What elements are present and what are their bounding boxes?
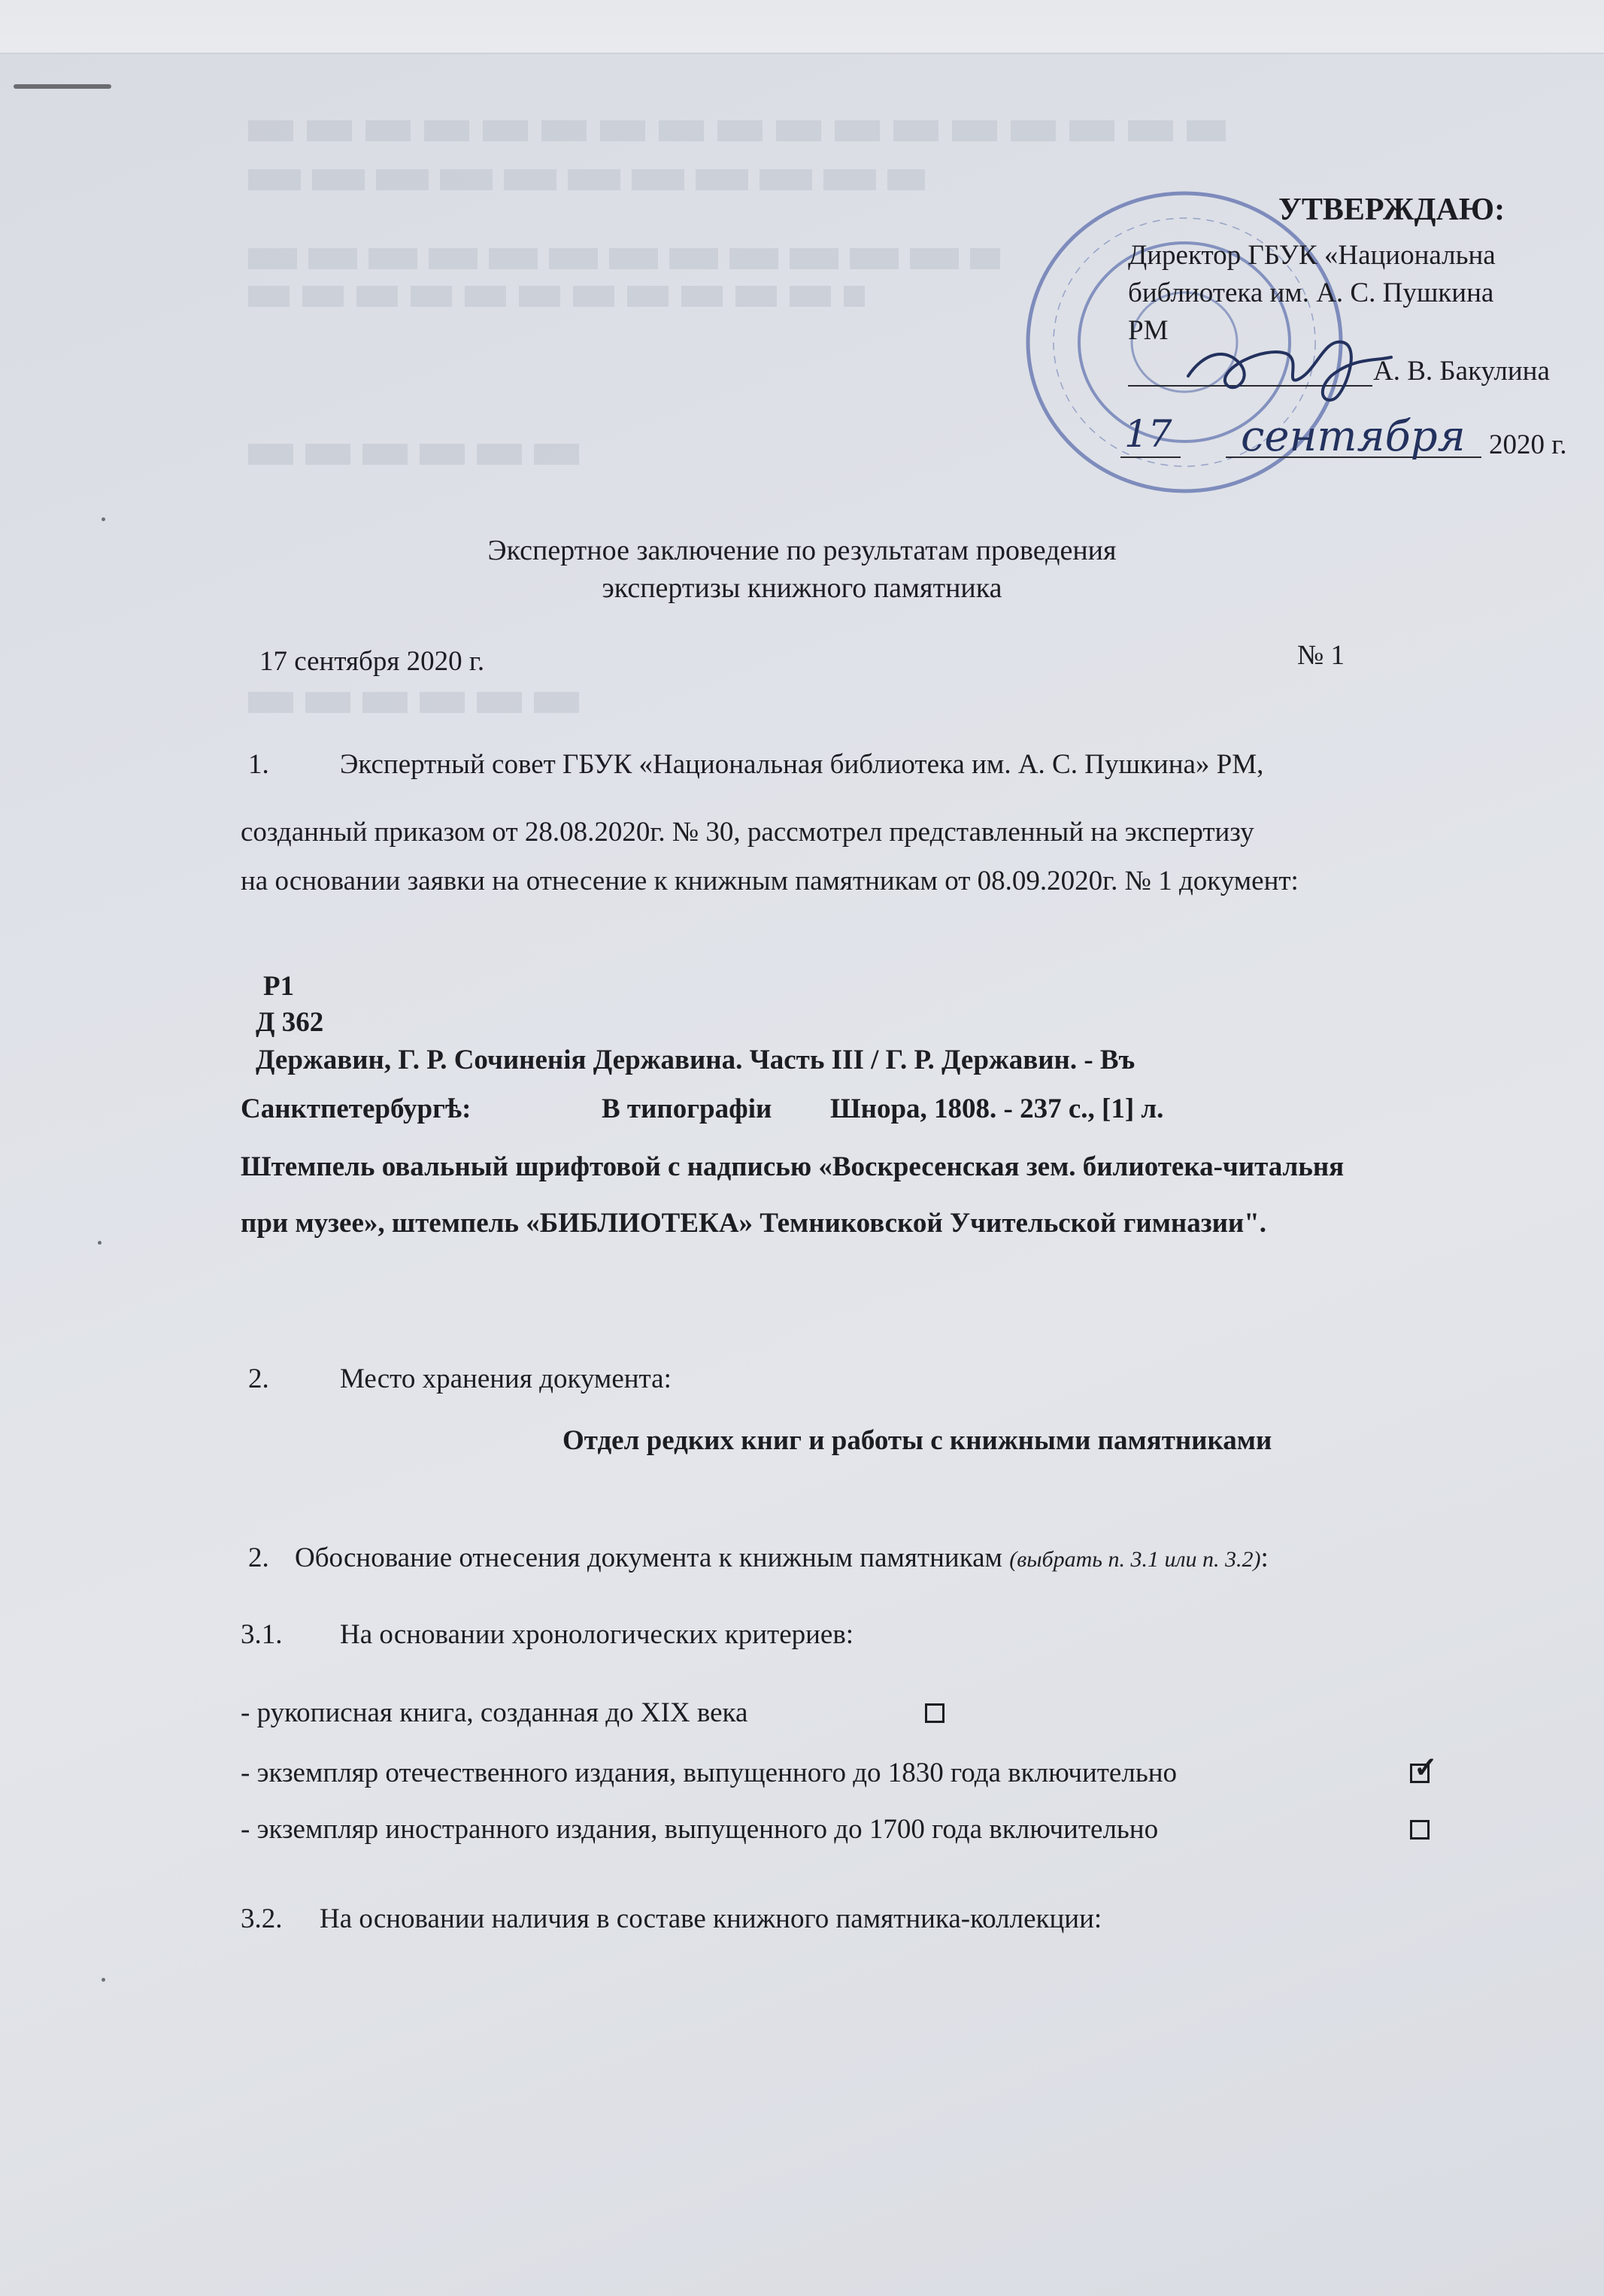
- criterion-domestic: - экземпляр отечественного издания, выпущенного до 1830 года включительно: [241, 1758, 1177, 1788]
- section-1-number: 1.: [248, 749, 269, 780]
- approval-signer: А. В. Бакулина: [1373, 356, 1550, 387]
- subsection-3-2-number: 3.2.: [241, 1903, 283, 1934]
- show-through-decoration: [248, 120, 1226, 141]
- date-day-line: [1120, 456, 1181, 458]
- record-line-2-place: Санктпетербургѣ:: [241, 1093, 471, 1124]
- approval-date-month: сентября: [1241, 412, 1466, 461]
- section-3-note: (выбрать п. 3.1 или п. 3.2): [1009, 1547, 1261, 1572]
- paper-speck: [102, 1978, 105, 1982]
- staple-mark: [14, 84, 111, 89]
- subsection-3-2-label: На основании наличия в составе книжного памятника-коллекции:: [320, 1903, 1102, 1934]
- approval-title: УТВЕРЖДАЮ:: [1278, 193, 1505, 227]
- approval-region-line: РМ: [1128, 315, 1169, 346]
- section-3-colon: :: [1260, 1542, 1269, 1573]
- show-through-decoration: [248, 444, 587, 465]
- document-number: № 1: [1297, 640, 1345, 671]
- record-line-3: Штемпель овальный шрифтовой с надписью «Воскресенская зем. билиотека-читальня: [241, 1151, 1345, 1182]
- criterion-domestic-checkbox[interactable]: [1410, 1752, 1438, 1784]
- show-through-decoration: [248, 169, 925, 190]
- approval-date-day: 17: [1124, 412, 1172, 456]
- section-2-number: 2.: [248, 1363, 269, 1394]
- section-1-line-2: созданный приказом от 28.08.2020г. № 30, рассмотрел представленный на экспертизу: [241, 817, 1254, 848]
- section-2-label: Место хранения документа:: [340, 1363, 672, 1394]
- record-line-2-printer: В типографіи: [602, 1093, 772, 1124]
- record-line-1: Державин, Г. Р. Сочиненія Державина. Часть III / Г. Р. Державин. - Въ: [256, 1045, 1136, 1075]
- approval-org-line: библиотека им. А. С. Пушкина: [1128, 278, 1494, 308]
- criterion-manuscript-checkbox[interactable]: [925, 1703, 945, 1723]
- document-title-line-1: Экспертное заключение по результатам проведения: [487, 535, 1117, 566]
- section-3-label-text: Обоснование отнесения документа к книжным памятникам: [295, 1542, 1002, 1573]
- record-line-4: при музее», штемпель «БИБЛИОТЕКА» Темниковской Учительской гимназии".: [241, 1208, 1267, 1239]
- document-date: 17 сентября 2020 г.: [259, 646, 485, 677]
- paper-top-edge: [0, 0, 1604, 54]
- section-3-label: [295, 1542, 1269, 1574]
- approval-date-year: 2020 г.: [1489, 429, 1567, 460]
- show-through-decoration: [248, 286, 865, 307]
- criterion-manuscript: - рукописная книга, созданная до XIX века: [241, 1697, 748, 1728]
- shelf-mark-2: Д 362: [256, 1007, 324, 1038]
- criterion-foreign: - экземпляр иностранного издания, выпущенного до 1700 года включительно: [241, 1814, 1159, 1845]
- storage-location: Отдел редких книг и работы с книжными памятниками: [562, 1425, 1272, 1456]
- section-1-line-3: на основании заявки на отнесение к книжным памятникам от 08.09.2020г. № 1 документ:: [241, 866, 1299, 896]
- show-through-decoration: [248, 248, 1000, 269]
- check-mark-icon: ✓: [1414, 1752, 1438, 1784]
- show-through-decoration: [248, 692, 587, 713]
- shelf-mark-1: Р1: [263, 971, 295, 1002]
- paper-speck: [98, 1241, 102, 1245]
- subsection-3-1-label: На основании хронологических критериев:: [340, 1619, 854, 1650]
- approval-position-line: Директор ГБУК «Национальна: [1128, 240, 1496, 271]
- section-3-number: 2.: [248, 1542, 269, 1573]
- criterion-foreign-checkbox[interactable]: [1410, 1820, 1430, 1840]
- document-title-line-2: экспертизы книжного памятника: [602, 572, 1002, 604]
- record-line-2-publisher: Шнора, 1808. - 237 с., [1] л.: [830, 1093, 1164, 1124]
- paper-speck: [102, 517, 105, 521]
- subsection-3-1-number: 3.1.: [241, 1619, 283, 1650]
- section-1-line-1: Экспертный совет ГБУК «Национальная библиотека им. А. С. Пушкина» РМ,: [340, 749, 1264, 780]
- handwritten-signature-icon: [1173, 323, 1399, 406]
